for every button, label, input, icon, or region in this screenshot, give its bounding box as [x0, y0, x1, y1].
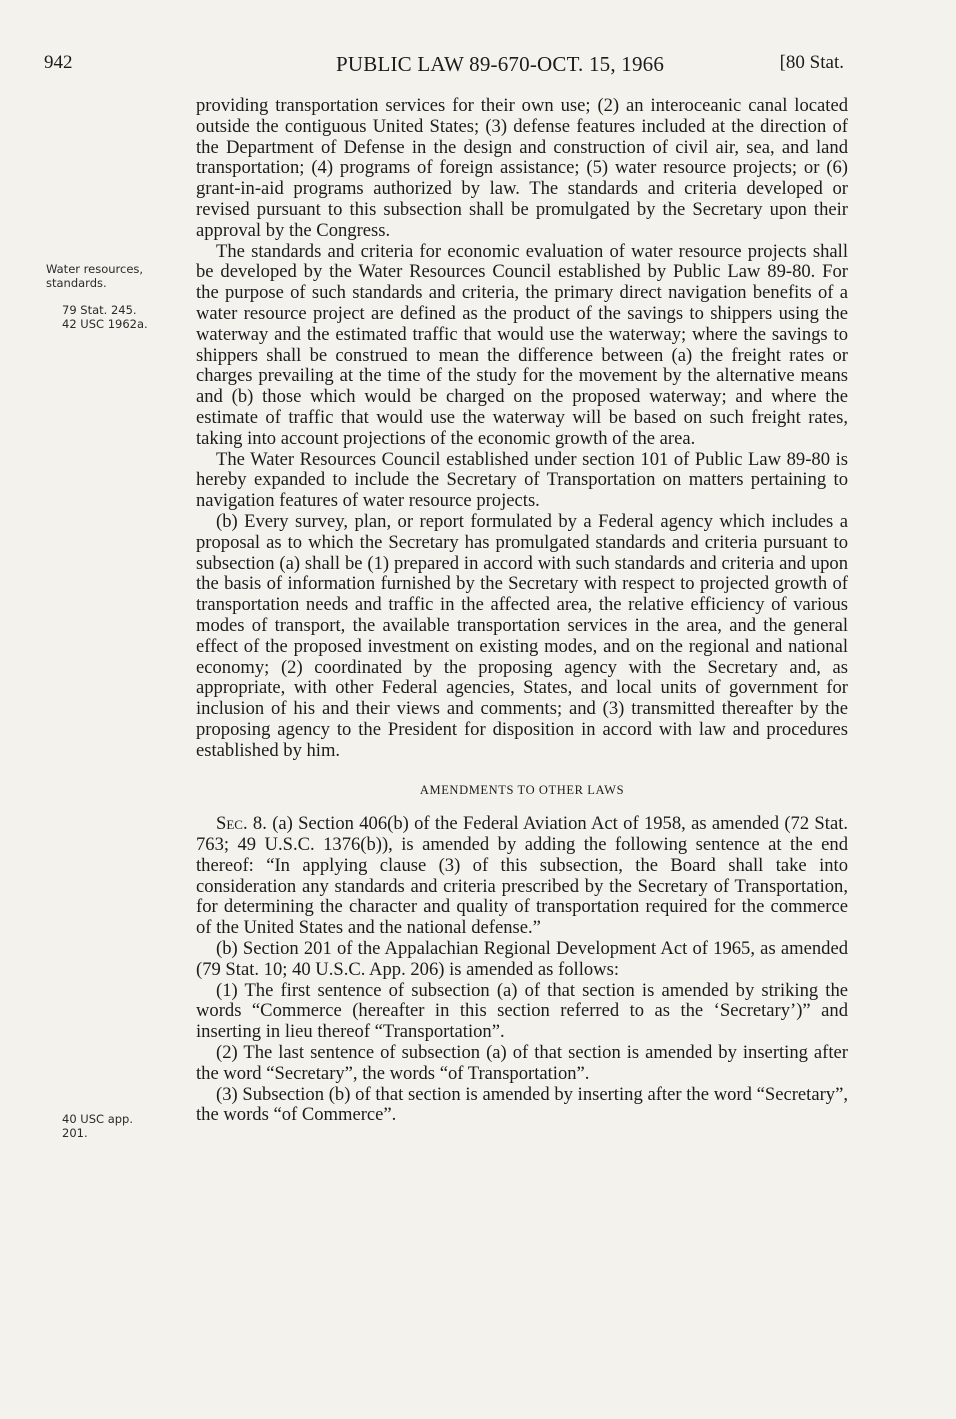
paragraph-amendment-2: (2) The last sentence of subsection (a) of that section is amended by inserting after the word “Secretary”, the words “of Transportation”. [196, 1042, 848, 1084]
margin-note-water-resources: Water resources, standards. [46, 262, 144, 290]
section-8a-text: (a) Section 406(b) of the Federal Aviation Act of 1958, as amended (72 Stat. 763; 49 U.S.C. 1376(b)), is amended by adding the following sentence at the end thereof: “In applying clause (3) of this subsection, the Board shall take into consideration any standards and criteria prescribed by the Secretary of Transportation, for determining the character and quality of transportation required for the commerce of the United States and the national defense.” [196, 813, 849, 939]
paragraph-section-8a [196, 814, 848, 939]
section-heading: AMENDMENTS TO OTHER LAWS [419, 782, 625, 797]
page-title: PUBLIC LAW 89-670-OCT. 15, 1966 [336, 52, 665, 76]
margin-note-usc: 40 USC app. 201. [62, 1112, 133, 1140]
paragraph-amendment-3: (3) Subsection (b) of that section is amended by inserting after the word “Secretary”, the words “of Commerce”. [196, 1083, 848, 1126]
paragraph-section-8b: (b) Section 201 of the Appalachian Regional Development Act of 1965, as amended (79 Stat. 10; 40 U.S.C. App. 206) is amended as follows: [196, 938, 848, 980]
margin-note-statute: 79 Stat. 245. 42 USC 1962a. [62, 303, 148, 331]
page-number: 942 [44, 52, 73, 73]
body-text [196, 96, 848, 1126]
paragraph-water-resource-standards: The standards and criteria for economic evaluation of water resource projects shall be developed by the Water Resources Council established by Public Law 89-80. For the purpose of such standards and criteria, the primary direct navigation benefits of a water resource project are defined as the product of the savings to shippers using the waterway and the estimated traffic that would use the waterway; where the savings to shippers shall be construed to mean the difference between (a) the freight rates or charges prevailing at the time of the study for the movement by the alternative means and (b) those which would be charged on the proposed waterway; and where the estimate of traffic that would use the waterway will be based on such freight rates, taking into account projections of the economic growth of the area. [196, 240, 848, 449]
paragraph-continuation: providing transportation services for their own use; (2) an interoceanic canal located outside the contiguous United States; (3) defense features included at the direction of the Department of Defense in the design and construction of civil air, sea, and land transportation; (4) programs of foreign assistance; (5) water resource projects; or (6) grant-in-aid programs authorized by law. The standards and criteria developed or revised pursuant to this subsection shall be promulgated by the Secretary upon their approval by the Congress. [196, 95, 848, 241]
section-label: Sec. 8. [216, 813, 267, 835]
paragraph-water-resources-council: The Water Resources Council established under section 101 of Public Law 89-80 is hereby expanded to include the Secretary of Transportation on matters pertaining to navigation features of water resource projects. [196, 448, 848, 512]
page-header [44, 52, 844, 82]
paragraph-amendment-1: (1) The first sentence of subsection (a) of that section is amended by striking the words “Commerce (hereafter in this section referred to as the ‘Secretary’)” and inserting in lieu thereof “Transportation”. [196, 979, 848, 1043]
paragraph-subsection-b: (b) Every survey, plan, or report formulated by a Federal agency which includes a proposal as to which the Secretary has promulgated standards and criteria pursuant to subsection (a) shall be (1) prepared in accord with such standards and criteria and upon the basis of information furnished by the Secretary with respect to projected growth of transportation needs and traffic in the affected area, the relative efficiency of various modes of transport, the available transportation services in the area, and the general effect of the proposed investment on existing modes, and on the regional and national economy; (2) coordinated by the proposing agency with the Secretary and, as appropriate, with other Federal agencies, States, and local units of government for inclusion of his and their views and comments; and (3) transmitted thereafter by the proposing agency to the President for disposition in accord with law and procedures established by him. [196, 510, 848, 761]
statute-reference: [80 Stat. [779, 52, 844, 73]
